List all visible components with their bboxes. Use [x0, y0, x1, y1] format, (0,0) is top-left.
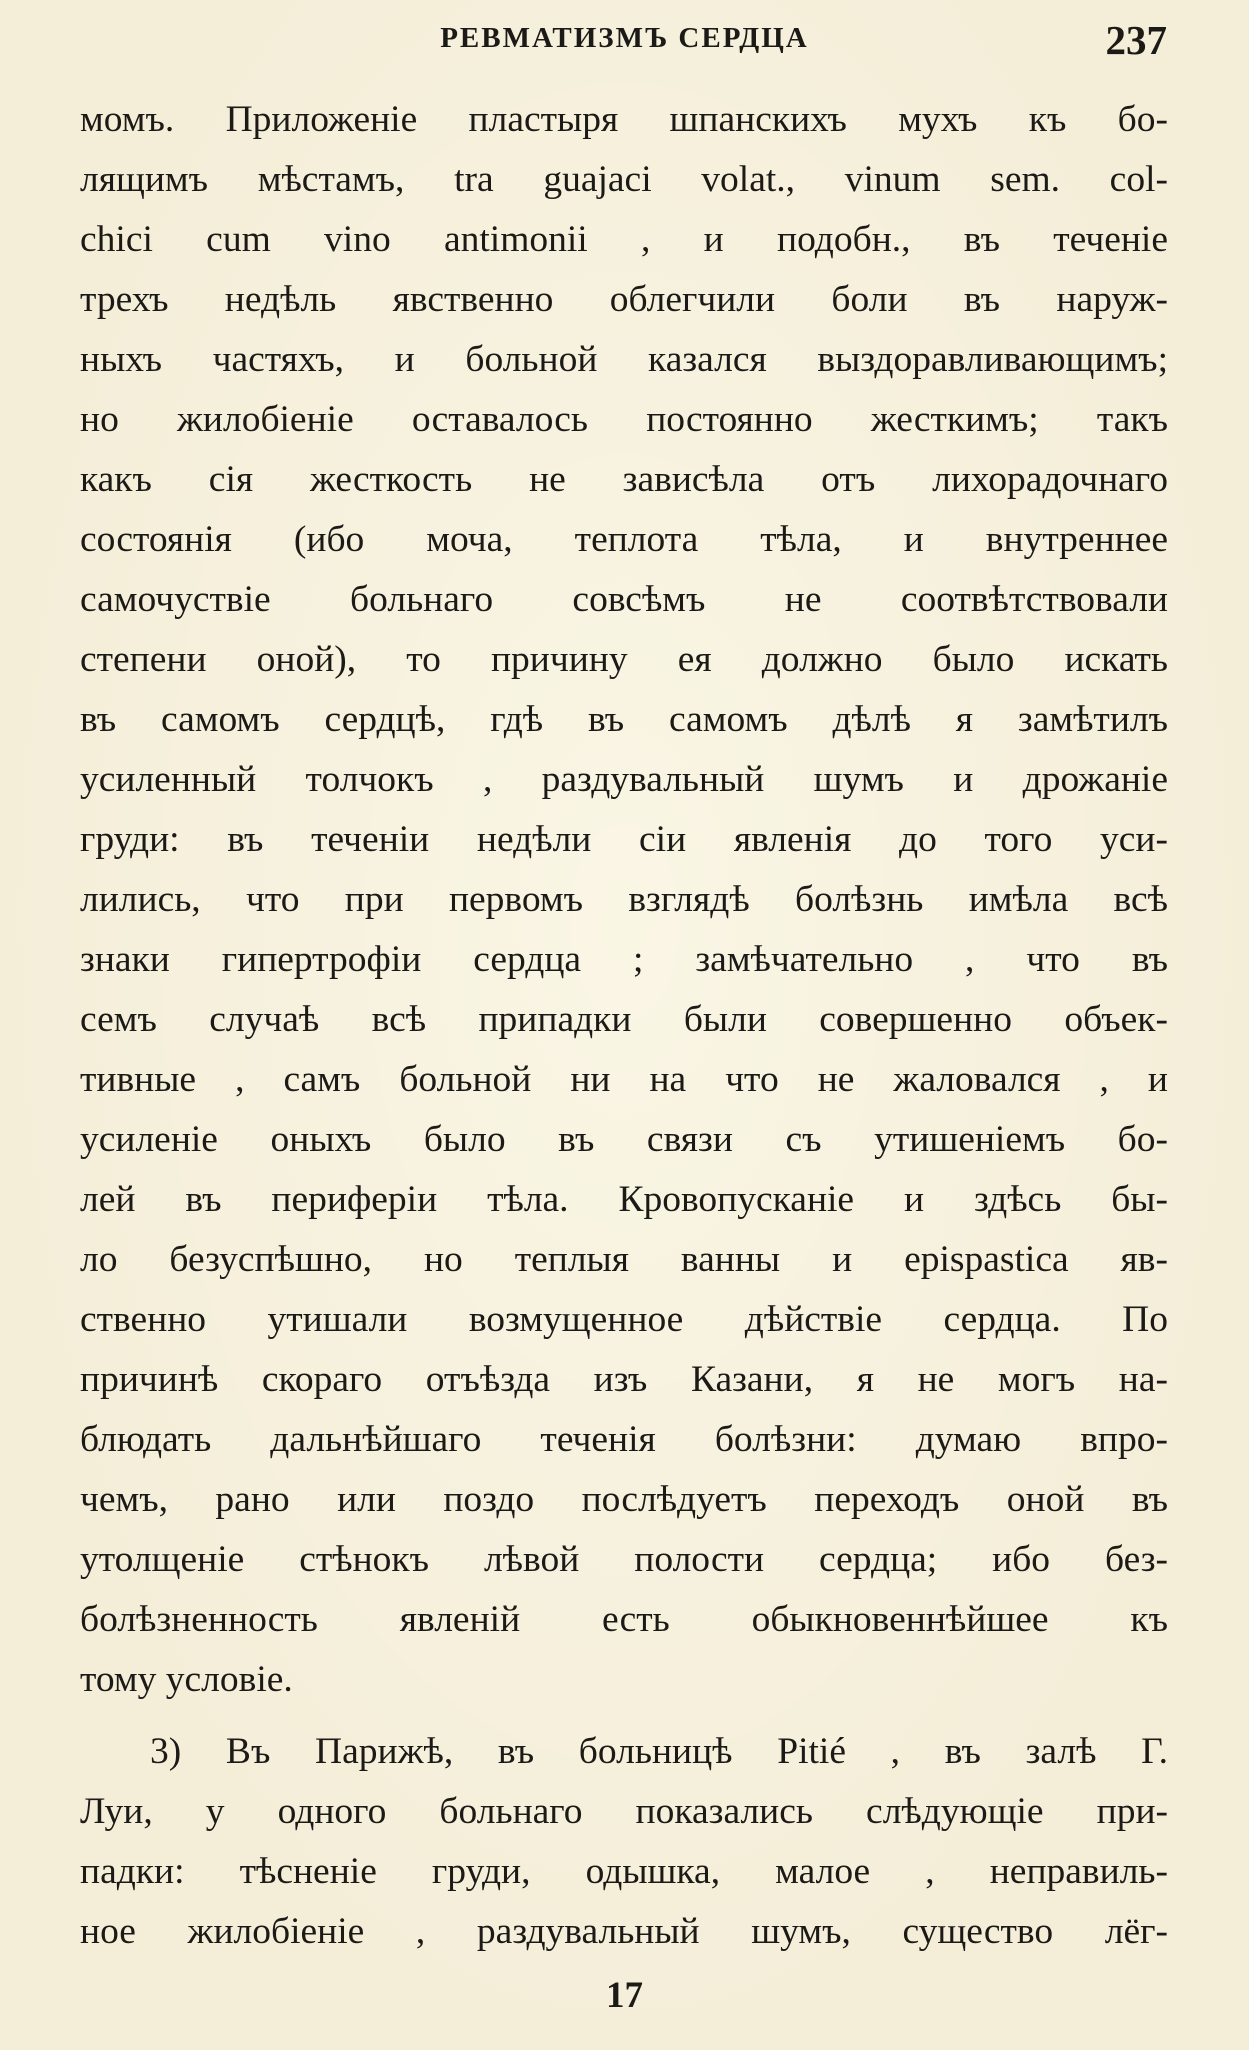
- text-line: самочуствіе больнаго совсѣмъ не соотвѣтствовали: [80, 579, 1168, 620]
- text-line: усиленіе оныхъ было въ связи съ утишеніемъ бо-: [80, 1119, 1168, 1160]
- text-line: какъ сія жесткость не зависѣла отъ лихорадочнаго: [80, 459, 1168, 500]
- signature-mark: 17: [606, 1975, 643, 2016]
- text-line: груди: въ теченіи недѣли сіи явленія до того уси-: [80, 819, 1168, 860]
- page-number: 237: [1105, 17, 1167, 63]
- text-line: момъ. Приложеніе пластыря шпанскихъ мухъ къ бо-: [80, 99, 1168, 140]
- text-line: семъ случаѣ всѣ припадки были совершенно объек-: [80, 999, 1168, 1040]
- text-line: ныхъ частяхъ, и больной казался выздоравливающимъ;: [80, 339, 1168, 380]
- text-line: причинѣ скораго отъѣзда изъ Казани, я не могъ на-: [80, 1359, 1168, 1400]
- text-line: 3) Въ Парижѣ, въ больницѣ Pitié , въ залѣ Г.: [150, 1731, 1168, 1772]
- text-line: тому условіе.: [80, 1659, 293, 1700]
- text-line: утолщеніе стѣнокъ лѣвой полости сердца; ибо без-: [80, 1539, 1168, 1580]
- text-line: трехъ недѣль явственно облегчили боли въ наруж-: [80, 279, 1168, 320]
- text-line: тивные , самъ больной ни на что не жаловался , и: [80, 1059, 1168, 1100]
- paragraph-1: [80, 90, 1168, 1710]
- text-line: падки: тѣсненіе груди, одышка, малое , неправиль-: [80, 1851, 1168, 1892]
- running-title: РЕВМАТИЗМЪ СЕРДЦА: [440, 22, 809, 54]
- text-line: но жилобіеніе оставалось постоянно жесткимъ; такъ: [80, 399, 1168, 440]
- text-line: усиленный толчокъ , раздувальный шумъ и дрожаніе: [80, 759, 1168, 800]
- text-line: степени оной), то причину ея должно было искать: [80, 639, 1168, 680]
- text-line: состоянія (ибо моча, теплота тѣла, и внутреннее: [80, 519, 1168, 560]
- text-line: ное жилобіеніе , раздувальный шумъ, существо лёг-: [80, 1911, 1168, 1952]
- body-text: [80, 90, 1168, 1962]
- text-line: ло безуспѣшно, но теплыя ванны и epispastica яв-: [80, 1239, 1168, 1280]
- text-line: блюдать дальнѣйшаго теченія болѣзни: думаю впро-: [80, 1419, 1168, 1460]
- text-line: лящимъ мѣстамъ, tra guajaci volat., vinum sem. col-: [80, 159, 1168, 200]
- text-line: ственно утишали возмущенное дѣйствіе сердца. По: [80, 1299, 1168, 1340]
- text-line: чемъ, рано или поздо послѣдуетъ переходъ оной въ: [80, 1479, 1168, 1520]
- text-line: Луи, у одного больнаго показались слѣдующіе при-: [80, 1791, 1168, 1832]
- paragraph-gap: [80, 1710, 1168, 1722]
- running-head: [0, 17, 1249, 63]
- text-line: лились, что при первомъ взглядѣ болѣзнь имѣла всѣ: [80, 879, 1168, 920]
- text-line: въ самомъ сердцѣ, гдѣ въ самомъ дѣлѣ я замѣтилъ: [80, 699, 1168, 740]
- text-line: chici cum vino antimonii , и подобн., въ теченіе: [80, 219, 1168, 260]
- text-line: болѣзненность явленій есть обыкновеннѣйшее къ: [80, 1599, 1168, 1640]
- paragraph-2: [80, 1722, 1168, 1962]
- text-line: знаки гипертрофіи сердца ; замѣчательно , что въ: [80, 939, 1168, 980]
- text-line: лей въ периферіи тѣла. Кровопусканіе и здѣсь бы-: [80, 1179, 1168, 1220]
